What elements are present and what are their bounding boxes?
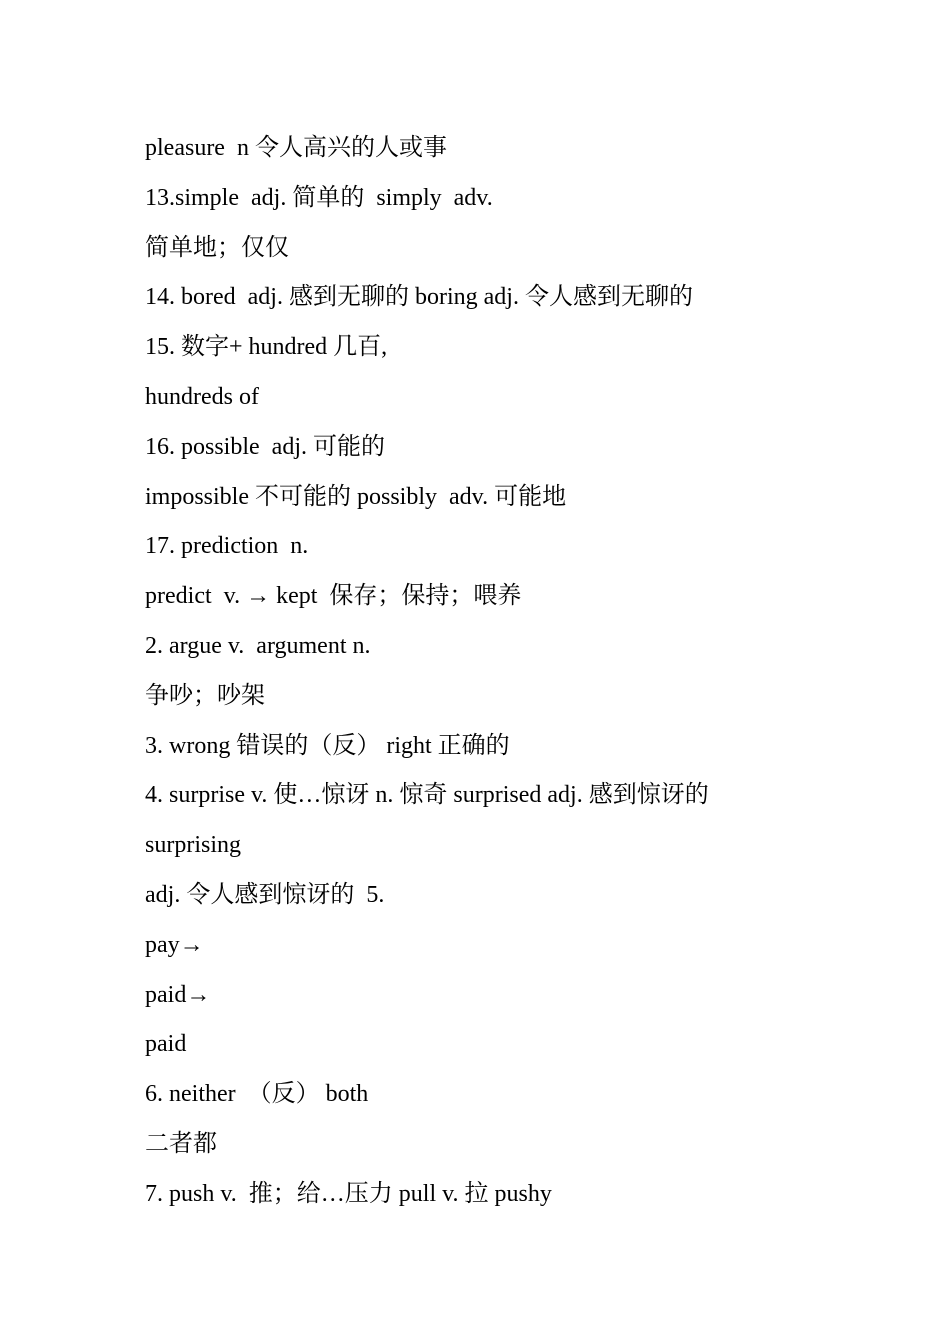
text-line: 14. bored adj. 感到无聊的 boring adj. 令人感到无聊的 [145, 284, 693, 311]
text-line: surprising [145, 832, 241, 859]
text-line: pleasure n 令人高兴的人或事 [145, 135, 447, 161]
text-line: 15. 数字+ hundred 几百, [145, 334, 388, 361]
text-line: adj. 令人感到惊讶的 5. [145, 881, 385, 908]
text-line: pay→ [145, 931, 204, 958]
text-line: impossible 不可能的 possibly adv. 可能地 [145, 483, 567, 510]
text-line: 7. push v. 推；给…压力 pull v. 拉 pushy [145, 1180, 552, 1207]
text-line: predict v. → kept 保存；保持；喂养 [145, 583, 522, 610]
text-line: 二者都 [145, 1130, 217, 1157]
text-line: 4. surprise v. 使…惊讶 n. 惊奇 surprised adj. 感到惊讶的 [145, 782, 709, 809]
text-line: paid→ [145, 981, 211, 1008]
document-body [145, 124, 885, 1220]
text-line: 13.simple adj. 简单的 simply adv. [145, 184, 493, 211]
text-line: paid [145, 1031, 187, 1058]
text-line: 6. neither （反） both [145, 1081, 369, 1108]
text-line: 争吵；吵架 [145, 682, 265, 709]
text-line: hundreds of [145, 383, 259, 410]
text-line: 16. possible adj. 可能的 [145, 433, 385, 460]
text-line: 3. wrong 错误的（反） right 正确的 [145, 732, 510, 759]
text-line: 17. prediction n. [145, 533, 309, 560]
text-line: 简单地；仅仅 [145, 234, 289, 261]
text-line: 2. argue v. argument n. [145, 632, 371, 659]
